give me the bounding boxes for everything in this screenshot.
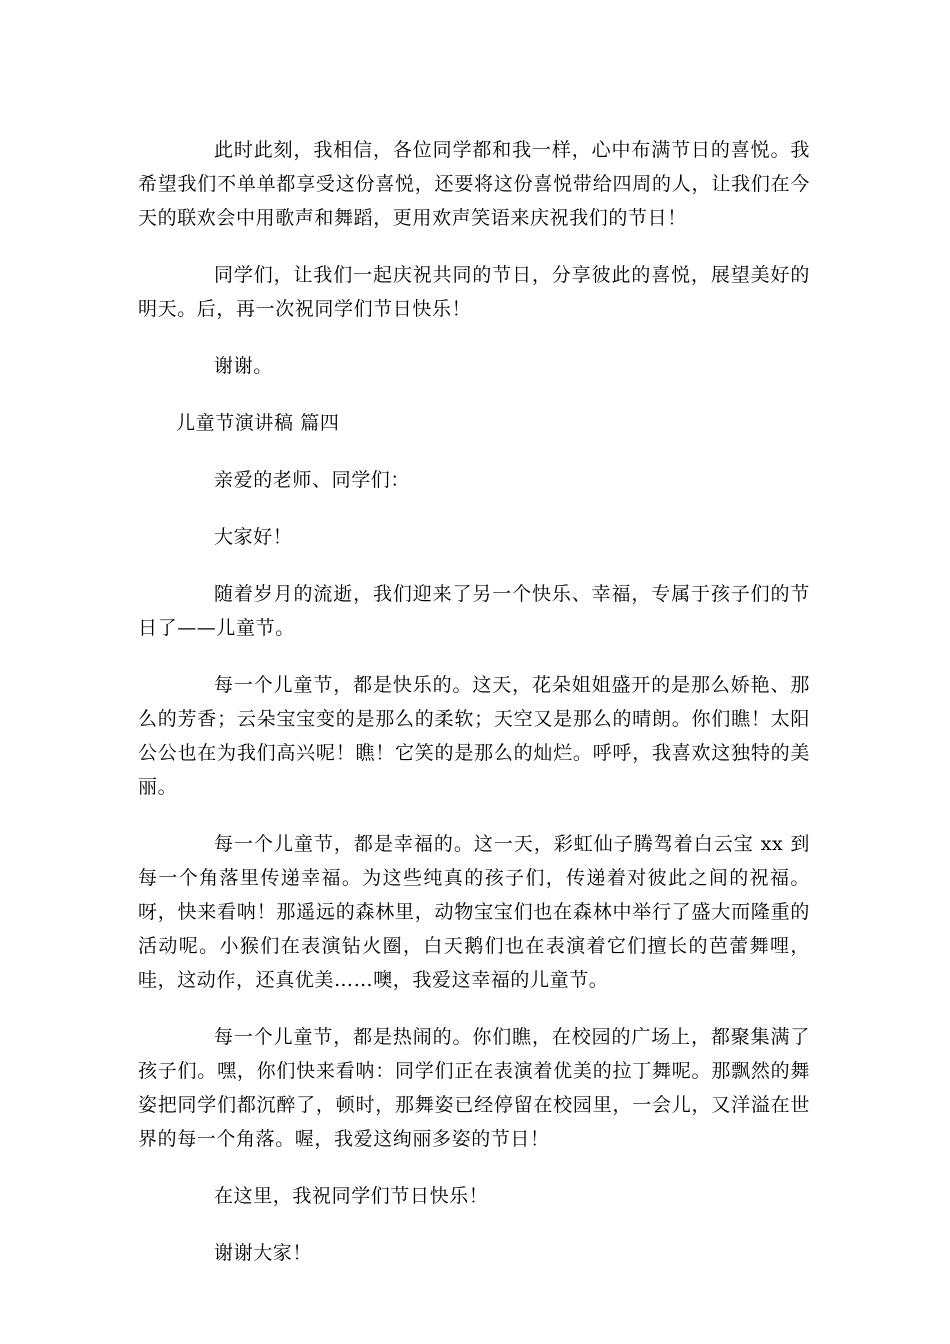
paragraph-intro: 随着岁月的流逝，我们迎来了另一个快乐、幸福，专属于孩子们的节日了——儿童节。 bbox=[138, 583, 810, 639]
paragraph-closing-thanks: 谢谢大家！ bbox=[214, 1242, 313, 1264]
paragraph-thanks: 谢谢。 bbox=[214, 355, 273, 377]
paragraph-blessed: 每一个儿童节，都是幸福的。这一天，彩虹仙子腾驾着白云宝 xx 到每一个角落里传递幸福。为这些纯真的孩子们，传递着对彼此之间的祝福。呀，快来看呐！那遥远的森林里，动物宝宝们也在森林中举行了盛大而隆重的活动呢。小猴们在表演钻火圈，白天鹅们也在表演着它们擅长的芭蕾舞哩，哇，这动作，还真优美……噢，我爱这幸福的儿童节。 bbox=[138, 833, 810, 991]
paragraph-lively: 每一个儿童节，都是热闹的。你们瞧，在校园的广场上，都聚集满了孩子们。嘿，你们快来看呐：同学们正在表演着优美的拉丁舞呢。那飘然的舞姿把同学们都沉醉了，顿时，那舞姿已经停留在校园里，一会儿，又洋溢在世界的每一个角落。喔，我爱这绚丽多姿的节日！ bbox=[138, 1026, 810, 1150]
paragraph-greeting: 大家好！ bbox=[214, 526, 293, 548]
paragraph-happy: 每一个儿童节，都是快乐的。这天，花朵姐姐盛开的是那么娇艳、那么的芳香；云朵宝宝变的是那么的柔软；天空又是那么的晴朗。你们瞧！太阳公公也在为我们高兴呢！瞧！它笑的是那么的灿烂。呼呼，我喜欢这独特的美丽。 bbox=[138, 674, 810, 798]
section-heading: 儿童节演讲稿 篇四 bbox=[176, 412, 340, 434]
paragraph-closing-wish: 在这里，我祝同学们节日快乐！ bbox=[214, 1185, 489, 1207]
document-body bbox=[138, 133, 810, 1293]
paragraph-wishes: 同学们，让我们一起庆祝共同的节日，分享彼此的喜悦，展望美好的明天。后，再一次祝同学们节日快乐！ bbox=[138, 264, 810, 320]
paragraph-salutation: 亲爱的老师、同学们： bbox=[214, 469, 411, 491]
paragraph-celebration: 此时此刻，我相信，各位同学都和我一样，心中布满节日的喜悦。我希望我们不单单都享受这份喜悦，还要将这份喜悦带给四周的人，让我们在今天的联欢会中用歌声和舞蹈，更用欢声笑语来庆祝我们的节日！ bbox=[138, 139, 810, 229]
